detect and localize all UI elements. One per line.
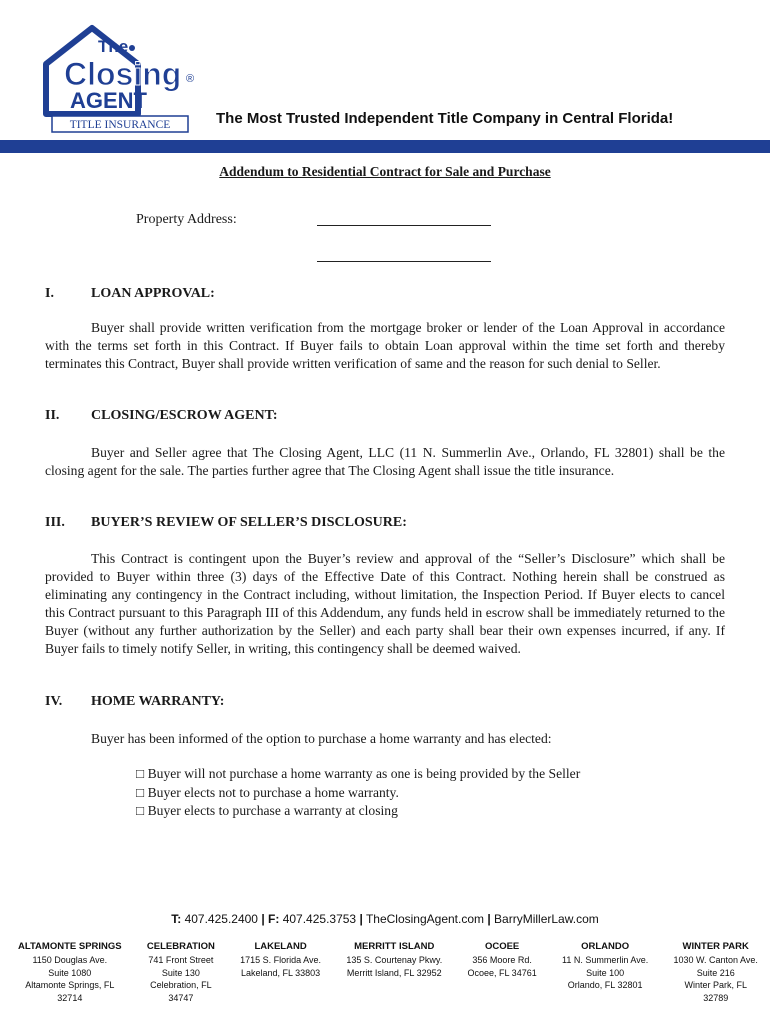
section-heading: BUYER’S REVIEW OF SELLER’S DISCLOSURE: — [91, 515, 407, 530]
logo-dot-icon — [129, 45, 135, 51]
section-number: III. — [45, 515, 65, 530]
office-address-line: Ocoee, FL 34761 — [467, 967, 537, 978]
section-body: Buyer has been informed of the option to purchase a home warranty and has elected: — [91, 731, 552, 746]
office-winter-park — [674, 940, 758, 1004]
office-address-line: Orlando, FL 32801 — [567, 980, 643, 990]
phone-number: 407.425.2400 — [184, 912, 258, 926]
company-logo — [40, 22, 216, 134]
office-name: MERRITT ISLAND — [354, 941, 435, 952]
website-link[interactable]: TheClosingAgent.com — [365, 912, 484, 926]
office-address-line: Suite 130 — [161, 967, 200, 978]
office-name: OCOEE — [484, 941, 520, 952]
phone-label: T: — [171, 912, 182, 926]
office-name: ORLANDO — [581, 941, 630, 952]
logo-line1: The — [98, 37, 129, 56]
logo-line2: Closing — [64, 56, 182, 92]
fax-label: F: — [268, 912, 280, 926]
office-list — [18, 940, 758, 1004]
office-address-line: 356 Moore Rd. — [472, 955, 532, 965]
office-merritt-island — [346, 940, 442, 1004]
office-address-line: 1030 W. Canton Ave. — [673, 955, 758, 965]
section-heading: LOAN APPROVAL: — [91, 286, 215, 301]
office-address-line: 11 N. Summerlin Ave. — [562, 955, 649, 965]
office-address-line: Winter Park, FL — [684, 980, 747, 990]
property-address-line-2[interactable] — [317, 261, 491, 262]
document-title: Addendum to Residential Contract for Sale and Purchase — [219, 164, 551, 179]
office-ocoee — [468, 940, 537, 1004]
office-address-line: Suite 216 — [696, 967, 735, 978]
separator: | — [261, 912, 265, 926]
office-name: WINTER PARK — [682, 941, 749, 952]
section-number: I. — [45, 286, 54, 301]
office-address-line: Celebration, FL — [150, 980, 212, 990]
separator: | — [359, 912, 363, 926]
office-address-line: 34747 — [168, 992, 194, 1003]
fax-number: 407.425.3753 — [282, 912, 357, 926]
office-address-line: 1150 Douglas Ave. — [32, 955, 108, 965]
section-heading: CLOSING/ESCROW AGENT: — [91, 408, 278, 423]
office-name: LAKELAND — [254, 941, 307, 952]
office-address-line: Lakeland, FL 33803 — [240, 967, 321, 978]
property-address-line-1[interactable] — [317, 225, 491, 226]
property-address-label: Property Address: — [136, 212, 237, 227]
header-band — [0, 140, 770, 153]
office-name: ALTAMONTE SPRINGS — [18, 941, 122, 952]
office-address-line: 32789 — [703, 992, 729, 1003]
office-orlando — [562, 940, 648, 1004]
website-link[interactable]: BarryMillerLaw.com — [494, 912, 599, 926]
warranty-option-2[interactable]: □ Buyer elects not to purchase a home warranty. — [136, 785, 399, 800]
logo-line4: TITLE INSURANCE — [69, 119, 171, 131]
warranty-option-1[interactable]: □ Buyer will not purchase a home warranty as one is being provided by the Seller — [136, 766, 581, 781]
office-name: CELEBRATION — [146, 941, 215, 952]
office-address-line: 741 Front Street — [148, 955, 214, 965]
office-address-line: Suite 100 — [586, 967, 625, 978]
section-body: Buyer and Seller agree that The Closing Agent, LLC (11 N. Summerlin Ave., Orlando, FL 32801) shall be the closing agent for the sale. The parties further agree that The Closing Agent shall issue the title insurance. — [45, 445, 725, 478]
office-address-line: Altamonte Springs, FL — [25, 980, 115, 990]
office-address-line: 1715 S. Florida Ave. — [240, 955, 322, 965]
office-lakeland — [240, 940, 321, 1004]
section-body: This Contract is contingent upon the Buyer’s review and approval of the “Seller’s Disclosure” which shall be provided to Buyer within three (3) days of the Effective Date of this Contract. Nothing herein shall be construed as eliminating any contingency in the Contract including, without limitation, the Inspection Period. If Buyer elects to cancel this Contract pursuant to this Paragraph III of this Addendum, any funds held in escrow shall be immediately returned to the Buyer (without any further authorization by the Seller) and each party shall bear their own expenses incurred, if any. If Buyer fails to timely notify Seller, in writing, this contingency shall be deemed waived. — [45, 551, 725, 656]
office-address-line: 32714 — [57, 992, 83, 1003]
office-celebration — [147, 940, 215, 1004]
section-number: IV. — [45, 694, 63, 709]
section-heading: HOME WARRANTY: — [91, 694, 225, 709]
office-altamonte-springs — [18, 940, 122, 1004]
contact-line — [0, 912, 770, 926]
warranty-option-3[interactable]: □ Buyer elects to purchase a warranty at closing — [136, 803, 398, 818]
logo-registered-mark: ® — [186, 73, 195, 85]
office-address-line: Merritt Island, FL 32952 — [346, 967, 442, 978]
separator: | — [487, 912, 491, 926]
section-body: Buyer shall provide written verification from the mortgage broker or lender of the Loan Approval in accordance with the terms set forth in this Contract. If Buyer fails to obtain Loan approval within the time set forth and thereby terminates this Contract, Buyer shall provide written verification of same and the reason for such denial to Seller. — [45, 320, 725, 371]
office-address-line: Suite 1080 — [48, 967, 92, 978]
company-tagline: The Most Trusted Independent Title Company in Central Florida! — [216, 110, 674, 127]
section-number: II. — [45, 408, 60, 423]
logo-line3: AGENT — [70, 88, 147, 113]
office-address-line: 135 S. Courtenay Pkwy. — [346, 955, 443, 965]
